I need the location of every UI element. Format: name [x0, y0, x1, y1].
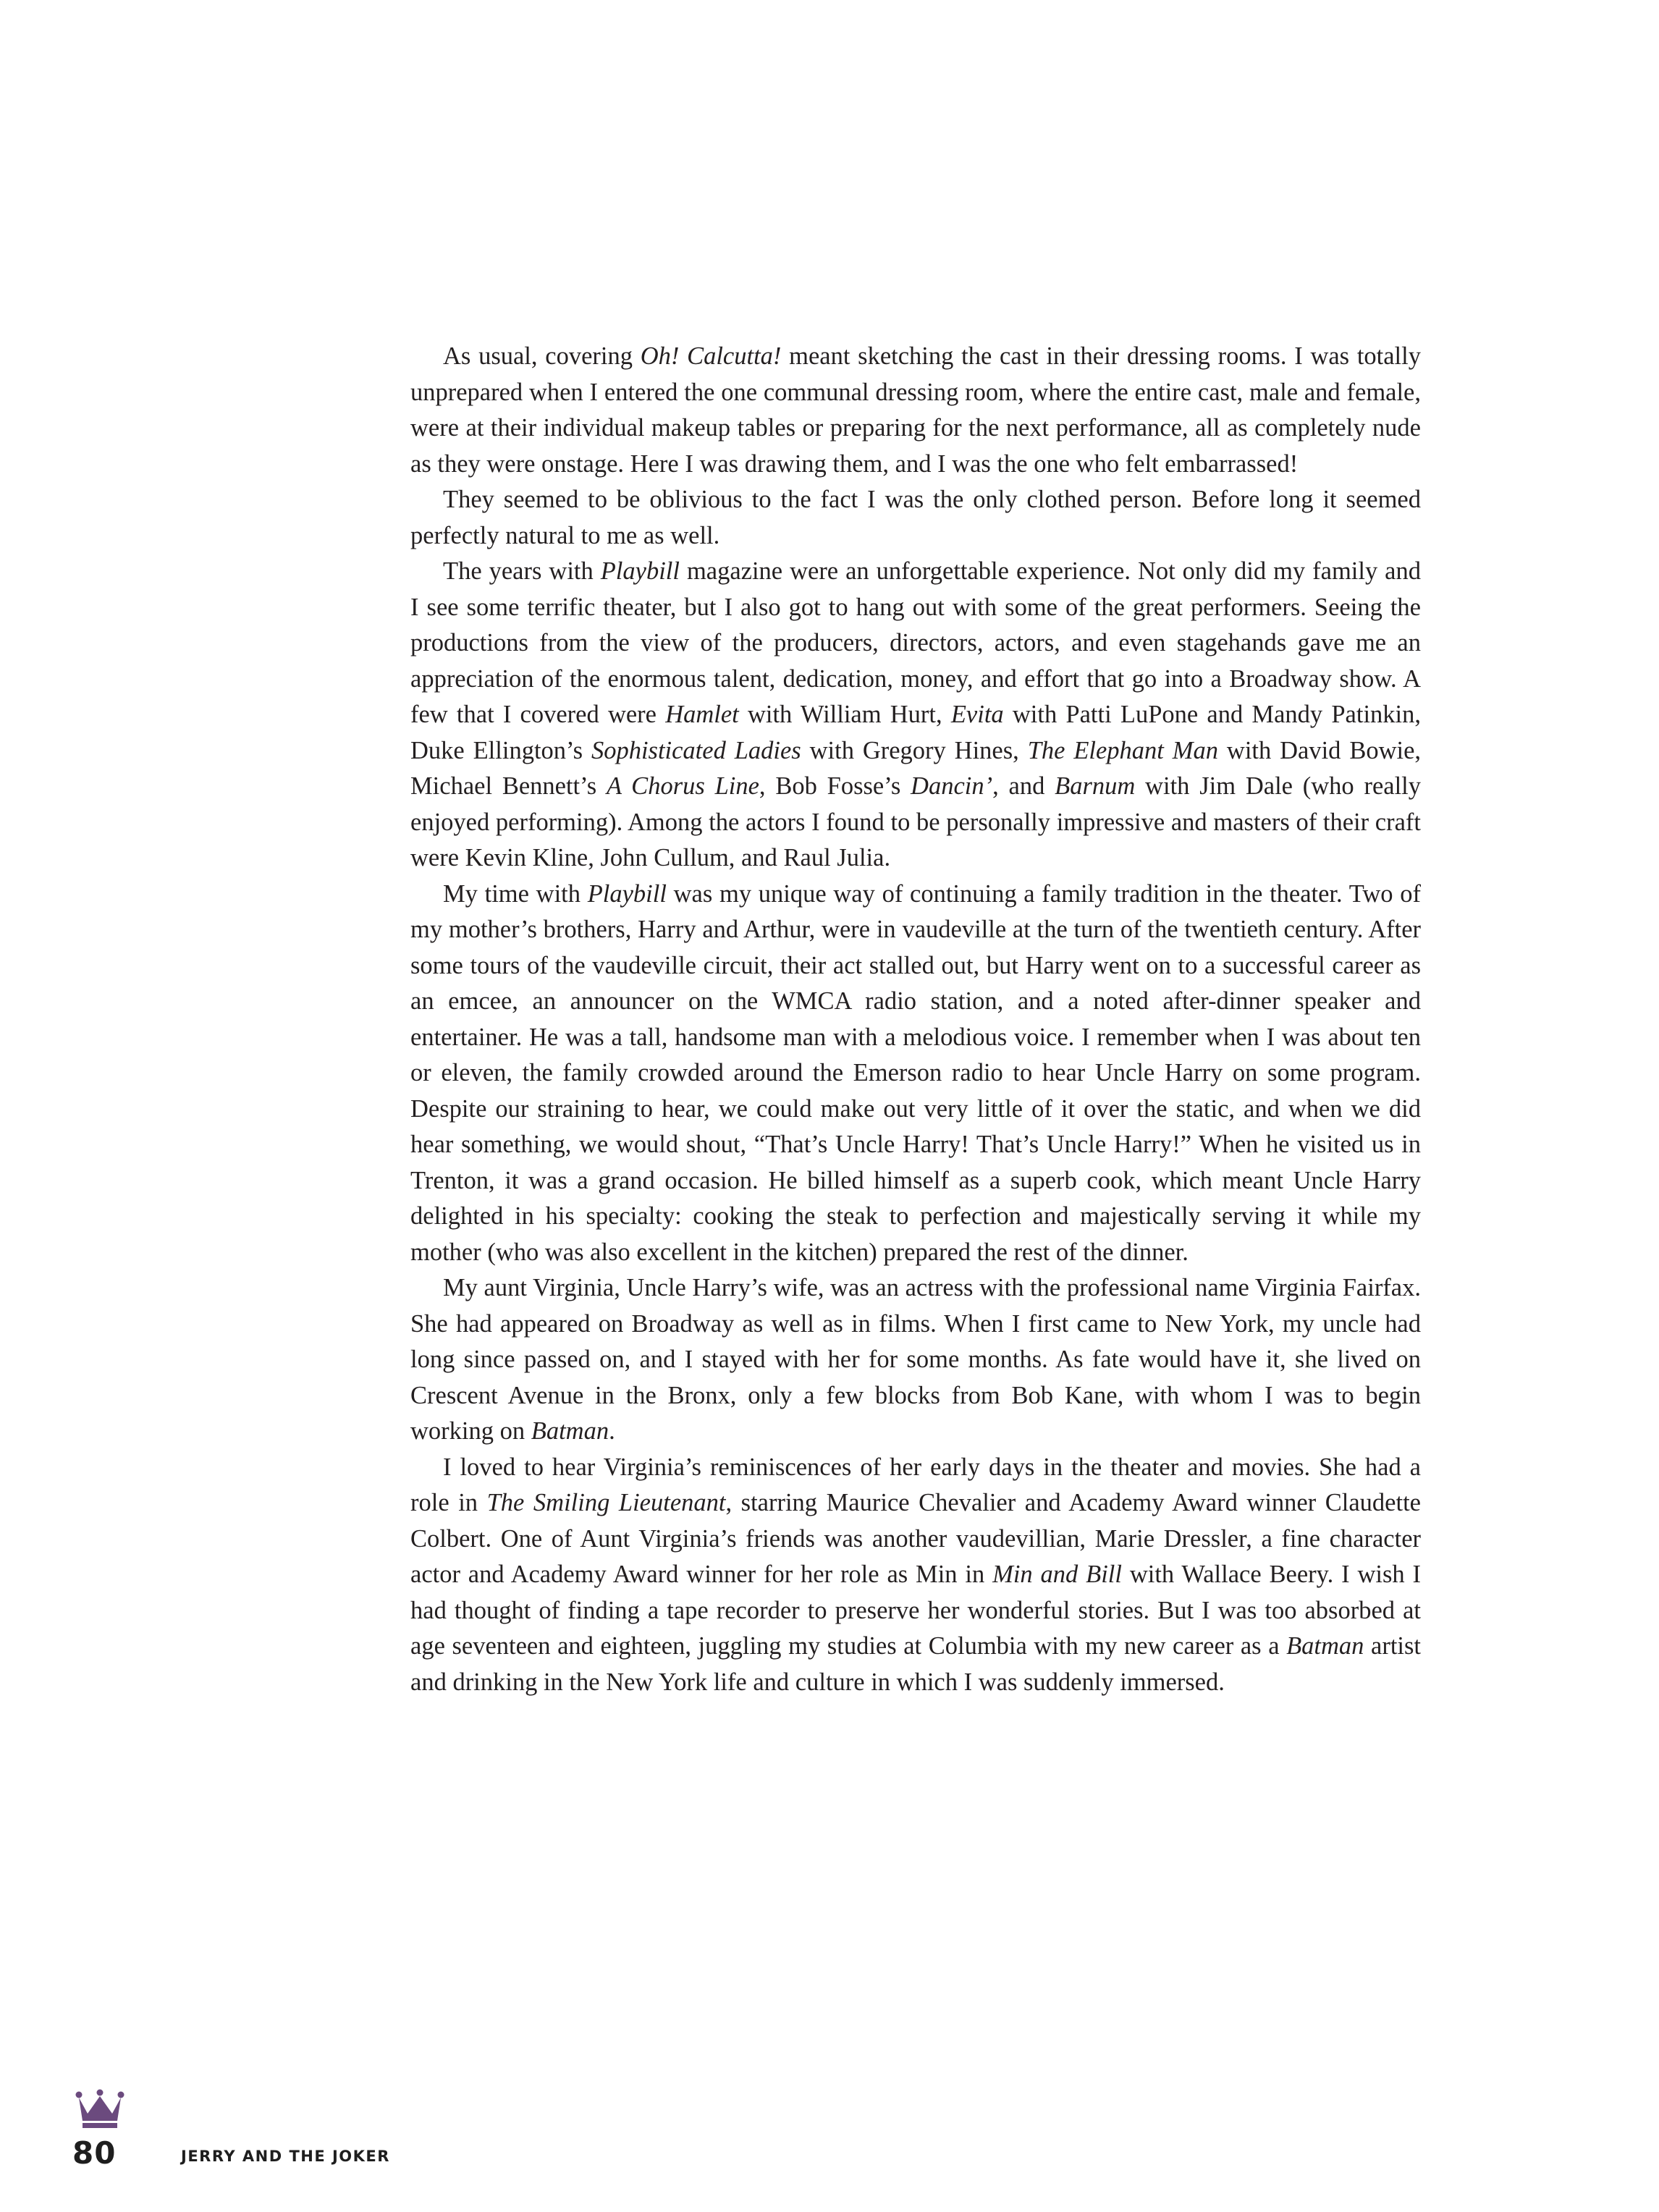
text-run: with Gregory Hines, [801, 736, 1028, 764]
italic-title: Sophisticated Ladies [591, 736, 801, 764]
italic-title: Oh! Calcutta! [640, 342, 782, 370]
text-run: I loved to hear Virginia’s reminiscences of her early days in the theater and movies. She had a role in [410, 1453, 1421, 1516]
italic-title: Batman [531, 1417, 609, 1445]
italic-title: Barnum [1055, 772, 1136, 800]
paragraph [410, 482, 1421, 554]
text-run: meant sketching the cast in their dressing rooms. I was totally unprepared when I entered the one communal dressing room, where the entire cast, male and female, were at their individual makeup tables or preparing for the next performance, all as completely nude as they were onstage. Here I was drawing them, and I was the one who felt embarrassed! [410, 342, 1421, 478]
page-footer [72, 2089, 651, 2176]
crown-icon [75, 2089, 124, 2129]
italic-title: The Smiling Lieutenant [486, 1489, 726, 1516]
text-run: As usual, covering [443, 342, 641, 370]
paragraph [410, 554, 1421, 877]
text-run: with Jim Dale (who really enjoyed performing). Among the actors I found to be personally impressive and masters of their craft were Kevin Kline, John Cullum, and Raul Julia. [410, 772, 1422, 871]
italic-title: Min and Bill [992, 1561, 1122, 1588]
page-number: 80 [72, 2135, 117, 2171]
text-run: artist and drinking in the New York life and culture in which I was suddenly immersed. [410, 1632, 1422, 1696]
paragraph [410, 339, 1421, 482]
italic-title: The Elephant Man [1027, 736, 1219, 764]
italic-title: Batman [1286, 1632, 1364, 1660]
italic-title: Playbill [587, 879, 667, 908]
text-run: was my unique way of continuing a family tradition in the theater. Two of my mother’s brothers, Harry and Arthur, were in vaudeville at the turn of the twentieth century. After some tours of the vaudeville circuit, their act stalled out, but Harry went on to a successful career as an emcee, an announcer on the WMCA radio station, and a noted after-dinner speaker and entertainer. He was a tall, handsome man with a melodious voice. I remember when I was about ten or eleven, the family crowded around the Emerson radio to hear Uncle Harry on some program. Despite our straining to hear, we could make out very little of it over the static, and when we did hear something, we would shout, “That’s Uncle Harry! That’s Uncle Harry!” When he visited us in Trenton, it was a grand occasion. He billed himself as a superb cook, which meant Uncle Harry delighted in his specialty: cooking the steak to perfection and majestically serving it while my mother (who was also excellent in the kitchen) prepared the rest of the dinner. [410, 879, 1421, 1266]
italic-title: A Chorus Line [606, 772, 759, 800]
paragraph [410, 1270, 1421, 1450]
text-run: magazine were an unforgettable experience. Not only did my family and I see some terrific theater, but I also got to hang out with some of the great performers. Seeing the productions from the view of the producers, directors, actors, and even stagehands gave me an appreciation of the enormous talent, dedication, money, and effort that go into a Broadway show. A few that I covered were [410, 557, 1421, 728]
text-run: My time with [443, 879, 588, 908]
text-run: They seemed to be oblivious to the fact I was the only clothed person. Before long it seemed perfectly natural to me as well. [410, 486, 1421, 549]
text-run: , Bob Fosse’s [759, 772, 911, 800]
text-run: , and [992, 772, 1055, 800]
italic-title: Playbill [600, 557, 680, 585]
italic-title: Hamlet [665, 701, 739, 728]
paragraph [410, 1450, 1421, 1701]
text-run: My aunt Virginia, Uncle Harry’s wife, was an actress with the professional name Virginia Fairfax. She had appeared on Broadway as well as in films. When I first came to New York, my uncle had long since passed on, and I stayed with her for some months. As fate would have it, she lived on Crescent Avenue in the Bronx, only a few blocks from Bob Kane, with whom I was to begin working on [410, 1274, 1421, 1445]
text-run: with William Hurt, [738, 701, 951, 728]
running-title: JERRY AND THE JOKER [181, 2148, 390, 2165]
text-run: . [609, 1417, 615, 1445]
text-run: with Patti LuPone and Mandy Patinkin, Duke Ellington’s [410, 701, 1421, 764]
text-run: with Wallace Beery. I wish I had thought of finding a tape recorder to preserve her wonderful stories. But I was too absorbed at age seventeen and eighteen, juggling my studies at Columbia with my new career as a [410, 1561, 1421, 1660]
text-run: with David Bowie, Michael Bennett’s [410, 736, 1422, 800]
body-text [410, 339, 1421, 1700]
italic-title: Evita [950, 701, 1004, 728]
italic-title: Dancin’ [911, 772, 993, 800]
paragraph [410, 877, 1421, 1271]
text-run: , starring Maurice Chevalier and Academy Award winner Claudette Colbert. One of Aunt Virginia’s friends was another vaudevillian, Marie Dressler, a fine character actor and Academy Award winner for her role as Min in [410, 1489, 1421, 1588]
text-run: The years with [443, 557, 601, 585]
